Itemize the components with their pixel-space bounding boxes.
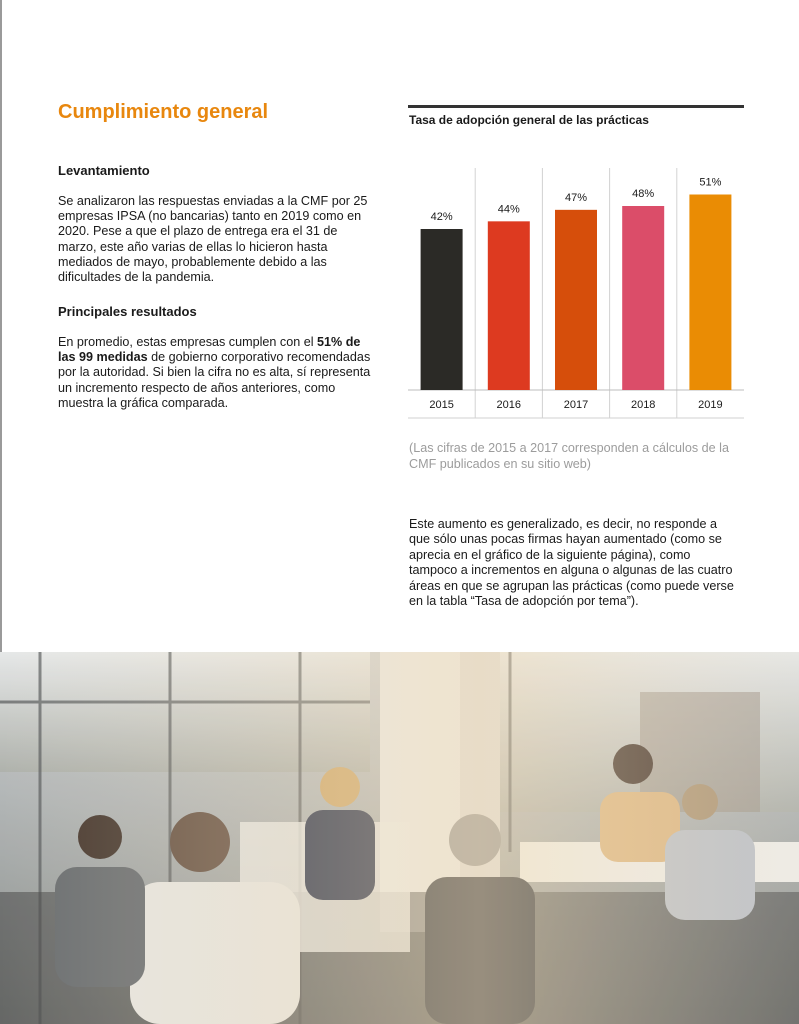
chart-source-note: (Las cifras de 2015 a 2017 corresponden a cálculos de la CMF publicados en su sitio web)	[409, 441, 729, 471]
data-label-2018: 48%	[632, 188, 655, 200]
page-title: Cumplimiento general	[58, 101, 269, 123]
tick-label-2016: 2016	[496, 399, 522, 411]
chart-top-rule	[408, 105, 744, 108]
chart-title: Tasa de adopción general de las prácticas	[409, 113, 649, 127]
bar-2019	[689, 195, 731, 391]
bar-2016	[488, 221, 530, 390]
levantamiento-paragraph: Se analizaron las respuestas enviadas a la CMF por 25 empresas IPSA (no bancarias) tanto en 2019 como en 2020. Pese a que el plazo de entrega era el 31 de marzo, este año varias de ellas lo hicieron hasta mediados de mayo, probablemente debido a las dificultades de la pandemia.	[58, 194, 368, 285]
bar-2015	[421, 229, 463, 390]
adoption-bar-chart	[408, 160, 744, 422]
bar-2018	[622, 206, 664, 390]
section-heading-levantamiento: Levantamiento	[58, 163, 150, 178]
data-label-2017: 47%	[564, 191, 588, 204]
page-edge-rule	[0, 0, 2, 652]
data-label-2015: 42%	[430, 211, 453, 223]
section-heading-resultados: Principales resultados	[58, 304, 197, 319]
resultados-text-start: En promedio, estas empresas cumplen con el	[58, 335, 318, 349]
right-column-paragraph: Este aumento es generalizado, es decir, no responde a que sólo unas pocas firmas hayan aumentado (como se aprecia en el gráfico de la siguiente página), como tampoco a incrementos en alguna o algunas de las cuatro áreas en que se agrupan las prácticas (como puede verse en la tabla “Tasa de adopción por tema”).	[409, 517, 734, 609]
data-label-2019: 51%	[699, 176, 722, 189]
tick-label-2017: 2017	[563, 399, 589, 411]
office-meeting-photo	[0, 652, 799, 1024]
tick-label-2015: 2015	[429, 399, 454, 411]
resultados-text-end: de gobierno corporativo recomendadas por la autoridad. Si bien la cifra no es alta, sí representa un incremento respecto de años anteriores, como muestra la gráfica comparada.	[58, 350, 371, 410]
resultados-highlight: 51% de las 99 medidas	[58, 335, 361, 365]
bar-2017	[555, 210, 597, 390]
tick-label-2019: 2019	[698, 399, 723, 411]
data-label-2016: 44%	[497, 203, 520, 216]
tick-label-2018: 2018	[630, 399, 656, 411]
resultados-paragraph	[58, 335, 380, 411]
